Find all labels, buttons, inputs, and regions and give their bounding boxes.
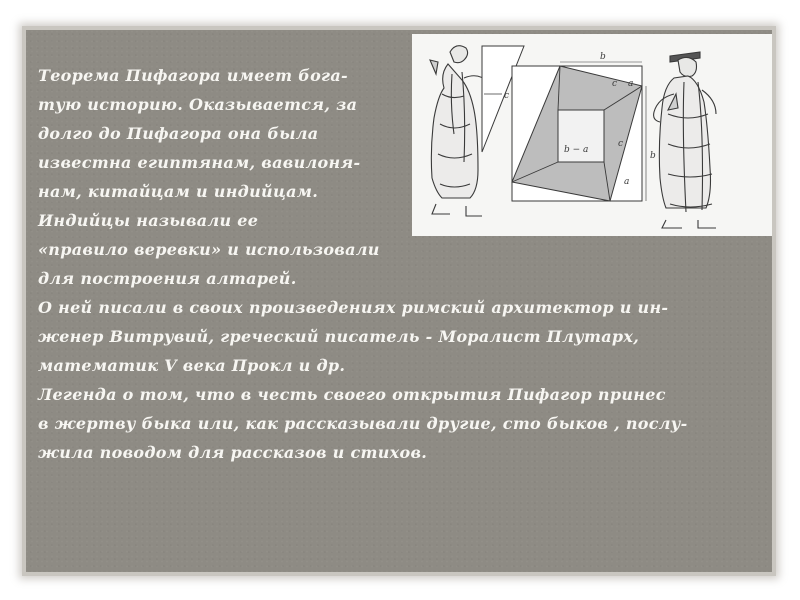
text-line-12: Легенда о том, что в честь своего открытия Пифагор принес xyxy=(38,385,666,404)
illustration-svg xyxy=(412,34,772,236)
text-line-1: Теорема Пифагора имеет бога- xyxy=(38,66,348,85)
text-line-8: для построения алтарей. xyxy=(38,269,297,288)
text-line-3: долго до Пифагора она была xyxy=(38,124,319,143)
diagram-label-a-lower: a xyxy=(624,177,630,187)
text-line-10: женер Витрувий, греческий писатель - Моралист Плутарх, xyxy=(38,327,640,346)
text-line-2: тую историю. Оказывается, за xyxy=(38,95,358,114)
pythagorean-illustration xyxy=(412,34,772,236)
text-line-4: известна египтянам, вавилоня- xyxy=(38,153,361,172)
text-line-11: математик V века Прокл и др. xyxy=(38,356,346,375)
text-line-7: «правило веревки» и использовали xyxy=(38,240,380,259)
diagram-label-b-right: b xyxy=(650,151,656,161)
text-line-6: Индийцы называли ее xyxy=(38,211,259,230)
diagram-label-a-upper: a xyxy=(628,79,634,89)
text-line-13: в жертву быка или, как рассказывали другие, сто быков , послу- xyxy=(38,414,688,433)
right-scholar-figure xyxy=(654,52,716,228)
diagram-label-c-upper: c xyxy=(612,79,618,89)
text-line-9: О ней писали в своих произведениях римский архитектор и ин- xyxy=(38,298,669,317)
diagram-label-b-minus-a: b − a xyxy=(564,145,589,155)
diagram-label-b-top: b xyxy=(600,52,606,62)
text-line-14: жила поводом для рассказов и стихов. xyxy=(38,443,428,462)
text-line-5: нам, китайцам и индийцам. xyxy=(38,182,319,201)
diagram-label-c-left: c xyxy=(504,91,510,101)
diagram-label-c-right: c xyxy=(618,139,624,149)
